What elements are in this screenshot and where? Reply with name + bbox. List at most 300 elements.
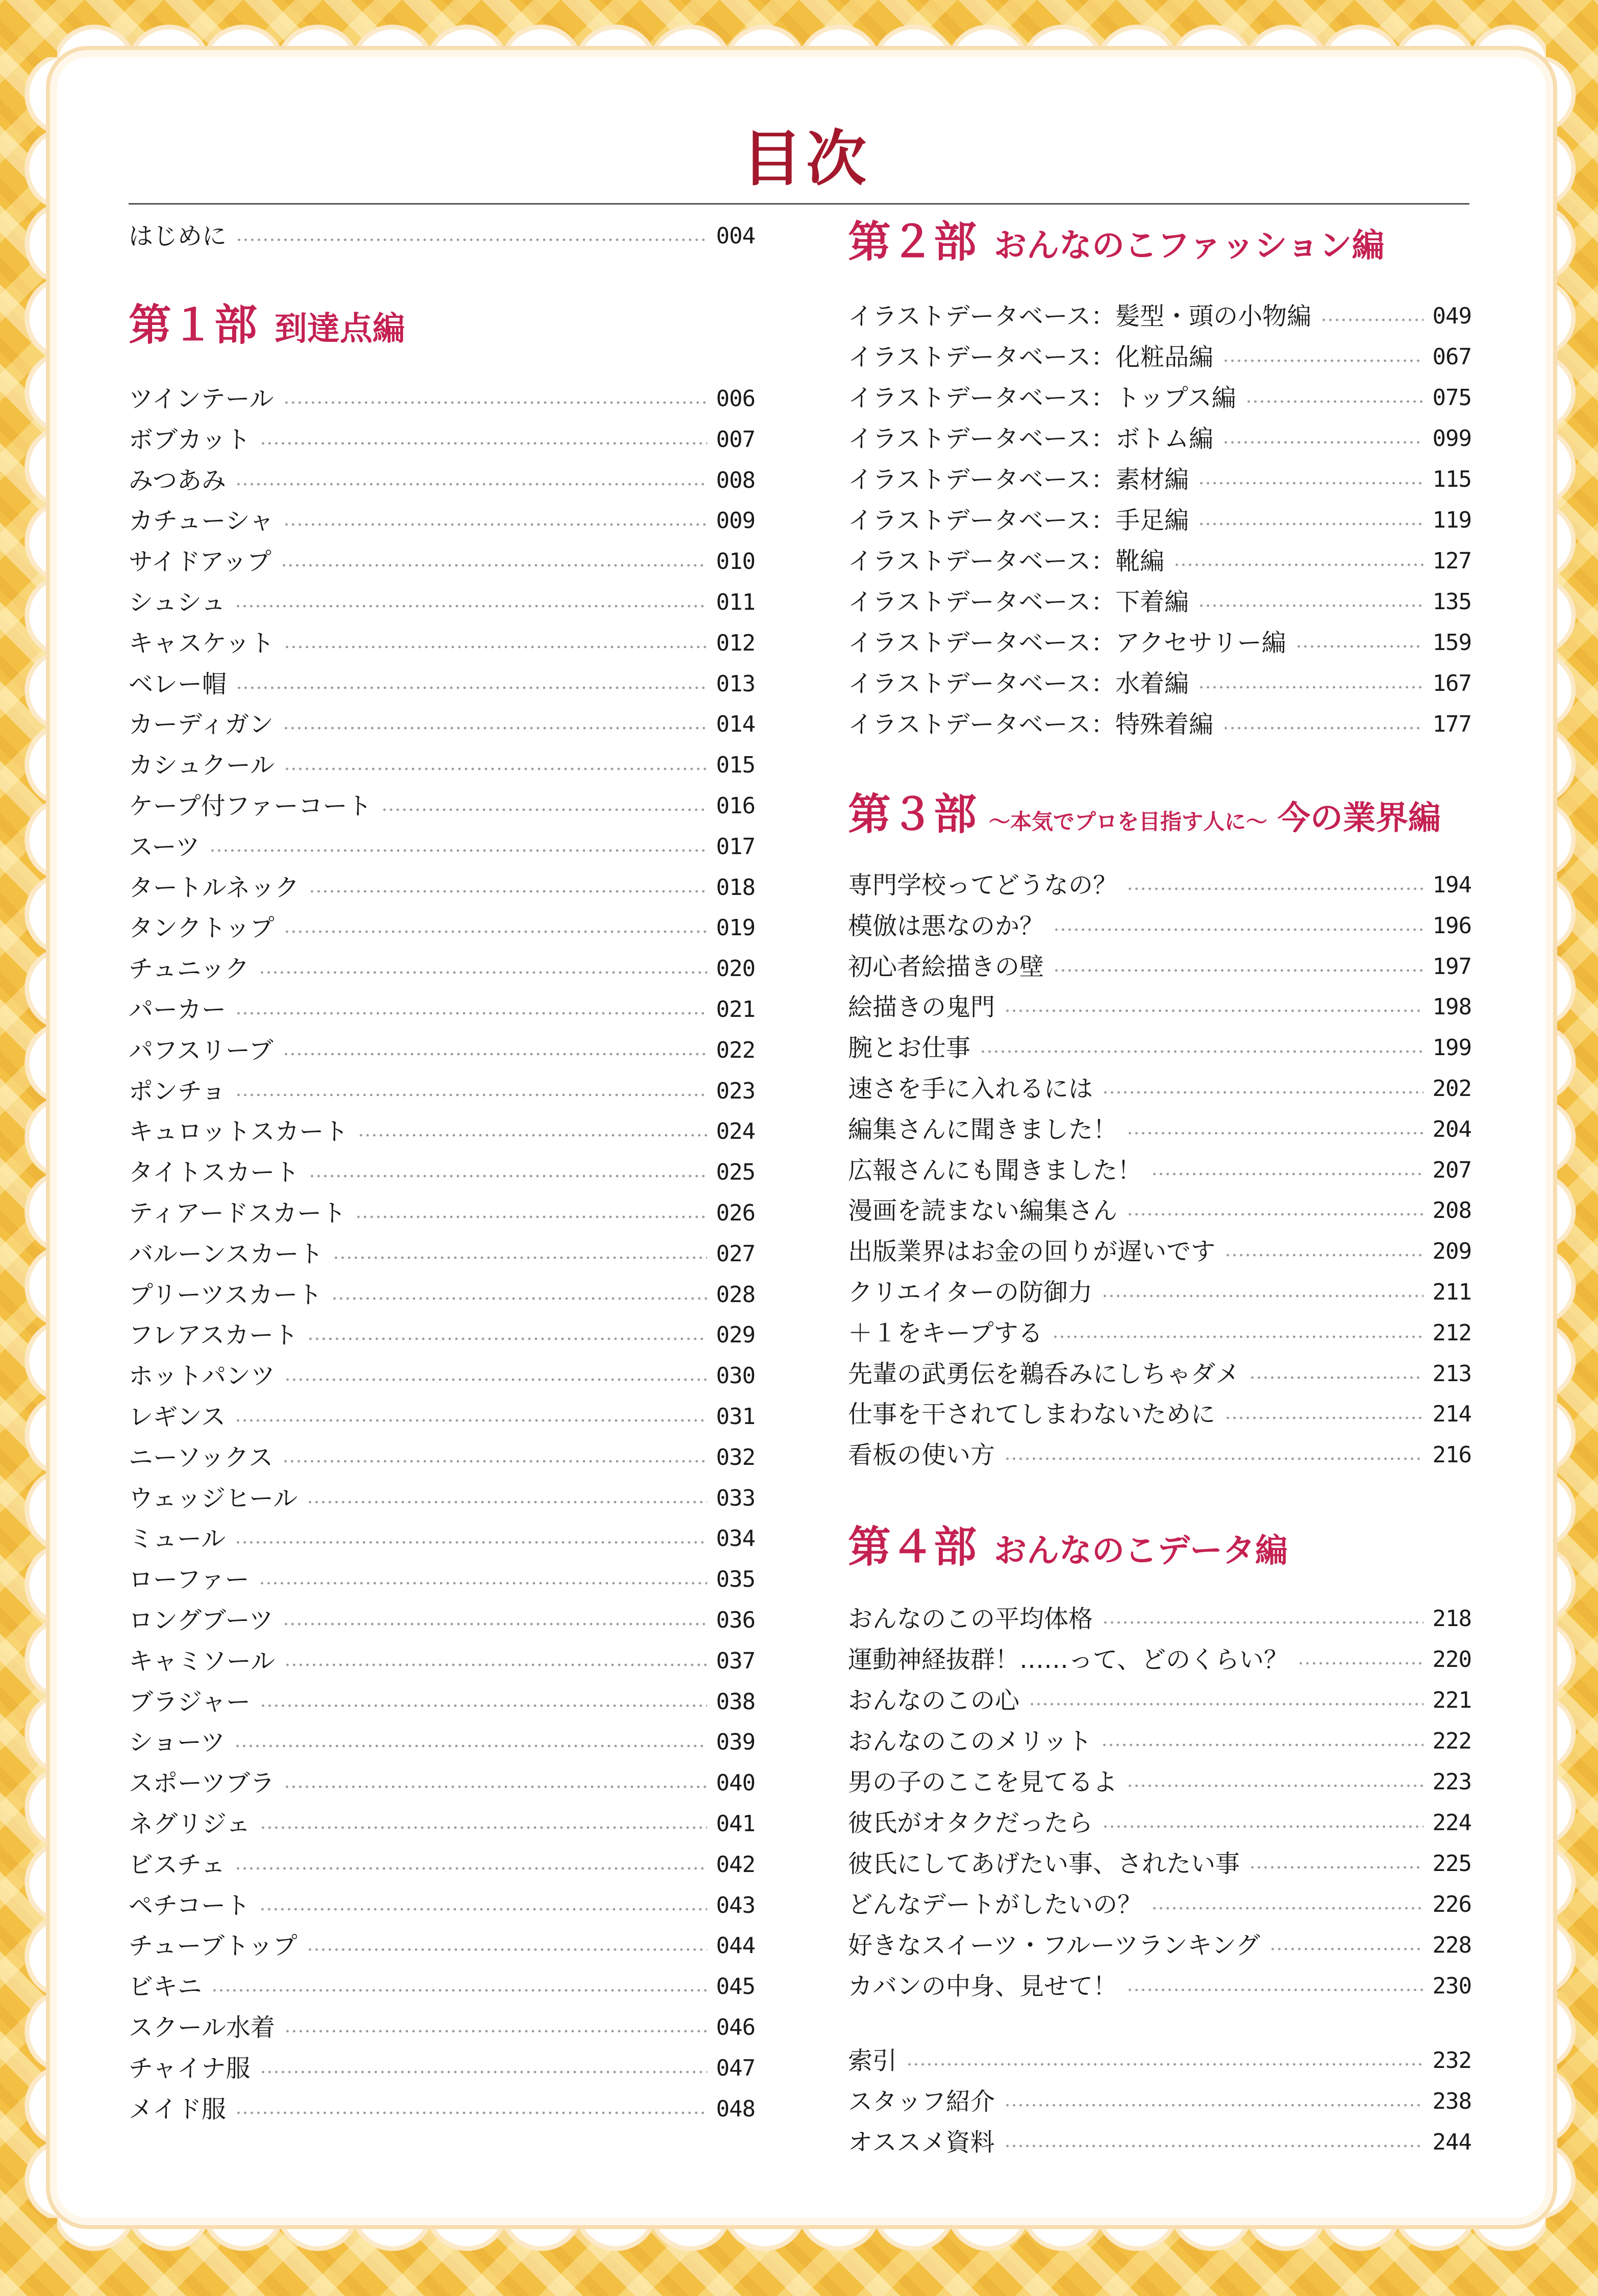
toc-entry[interactable] <box>848 663 1471 704</box>
toc-entry-page: 177 <box>1432 711 1471 737</box>
toc-entry[interactable] <box>129 989 755 1030</box>
toc-entry-page: 220 <box>1432 1646 1471 1673</box>
toc-entry-page: 027 <box>716 1240 755 1267</box>
toc-entry-page: 019 <box>716 915 755 941</box>
toc-entry-label: どんなデートがしたいの？ <box>848 1890 1142 1919</box>
dot-leader <box>259 1581 707 1585</box>
dot-leader <box>381 808 707 812</box>
toc-entry[interactable] <box>848 459 1471 500</box>
toc-entry[interactable] <box>129 1193 755 1234</box>
toc-entry-label: 漫画を読まない編集さん <box>848 1196 1118 1226</box>
toc-entry[interactable] <box>848 2081 1471 2122</box>
dot-leader <box>1102 1825 1424 1829</box>
toc-entry-page: 029 <box>716 1322 755 1349</box>
toc-entry-page: 218 <box>1432 1606 1471 1632</box>
toc-entry-label: イラストデータベース：髪型・頭の小物編 <box>848 302 1312 331</box>
toc-entry-label: スタッフ紹介 <box>848 2087 995 2116</box>
toc-entry-label: チュニック <box>129 955 249 984</box>
toc-entry-label: スーツ <box>129 832 200 861</box>
dot-leader <box>1052 1335 1424 1339</box>
toc-entry[interactable] <box>129 949 755 989</box>
toc-entry-label: ホットパンツ <box>129 1362 276 1391</box>
toc-entry-page: 135 <box>1432 589 1471 615</box>
toc-entry-label: 先輩の武勇伝を鵜呑みにしちゃダメ <box>848 1359 1240 1388</box>
toc-entry-label: イラストデータベース：化粧品編 <box>848 343 1214 371</box>
toc-entry-page: 035 <box>716 1566 755 1593</box>
dot-leader <box>235 1011 707 1015</box>
toc-entry[interactable] <box>848 2122 1471 2163</box>
dot-leader <box>235 1093 707 1097</box>
toc-entry-label: イラストデータベース：素材編 <box>848 465 1189 494</box>
toc-entry[interactable] <box>129 1356 755 1396</box>
toc-entry-page: 007 <box>716 426 755 453</box>
toc-entry-label: 仕事を干されてしまわないために <box>848 1400 1216 1429</box>
dot-leader <box>260 1826 707 1830</box>
toc-entry-page: 225 <box>1432 1851 1471 1877</box>
part-subtitle: ～本気でプロを目指す人に～ <box>989 809 1268 834</box>
toc-entry-label: チューブトップ <box>129 1932 297 1961</box>
toc-entry-label: スクール水着 <box>129 2013 276 2042</box>
toc-entry-label: パーカー <box>129 995 227 1024</box>
toc-entry-label: イラストデータベース：トップス編 <box>848 384 1236 412</box>
toc-entry[interactable] <box>848 906 1471 946</box>
toc-entry[interactable] <box>848 1272 1471 1313</box>
toc-entry[interactable] <box>129 1641 755 1682</box>
toc-entry-page: 041 <box>716 1811 755 1837</box>
toc-entry[interactable] <box>129 1559 755 1600</box>
toc-entry[interactable] <box>848 1313 1471 1354</box>
toc-entry[interactable] <box>129 460 755 501</box>
toc-entry-label: 好きなスイーツ・フルーツランキング <box>848 1931 1260 1960</box>
toc-entry-label: ケープ付ファーコート <box>129 792 372 820</box>
toc-entry[interactable] <box>129 582 755 623</box>
dot-leader <box>1004 1457 1424 1461</box>
dot-leader <box>309 1174 707 1178</box>
dot-leader <box>1222 726 1423 730</box>
toc-entry-page: 194 <box>1432 872 1471 898</box>
toc-entry-label: サイドアップ <box>129 547 271 577</box>
toc-entry-page: 044 <box>716 1933 755 1959</box>
toc-entry-label: イラストデータベース：下着編 <box>848 588 1189 616</box>
toc-entry-label: 腕とお仕事 <box>848 1034 971 1063</box>
toc-entry-page: 216 <box>1432 1442 1471 1468</box>
dot-leader <box>331 1296 707 1301</box>
toc-entry[interactable] <box>848 2040 1471 2081</box>
toc-entry-page: 115 <box>1432 466 1471 492</box>
part-number: 第３部 <box>848 789 977 839</box>
toc-entry[interactable] <box>848 1925 1471 1966</box>
toc-entry-label: 絵描きの鬼門 <box>848 993 995 1022</box>
toc-entry-page: 049 <box>1432 303 1471 329</box>
toc-entry[interactable] <box>129 2048 755 2089</box>
toc-entry-label: 初心者絵描きの壁 <box>848 952 1044 981</box>
dot-leader <box>1198 522 1423 526</box>
toc-entry-label: レギンス <box>129 1403 226 1431</box>
toc-entry[interactable] <box>129 1315 755 1356</box>
toc-entry-page: 211 <box>1432 1279 1471 1305</box>
part4-heading <box>848 1521 1288 1572</box>
toc-entry[interactable] <box>848 1680 1471 1721</box>
part-title: 到達点編 <box>274 310 406 348</box>
toc-entry-page: 009 <box>716 508 755 534</box>
toc-entry[interactable] <box>129 1600 755 1641</box>
toc-entry-label: ポンチョ <box>129 1077 226 1106</box>
toc-entry-page: 230 <box>1432 1973 1471 1999</box>
toc-entry[interactable] <box>848 865 1471 906</box>
toc-entry-label: ツインテール <box>129 385 274 413</box>
dot-leader <box>1004 1009 1424 1013</box>
toc-entry[interactable] <box>848 1231 1471 1272</box>
dot-leader <box>234 1744 707 1748</box>
part3-heading <box>848 789 1441 839</box>
dot-leader <box>1151 1906 1424 1910</box>
toc-entry-page: 025 <box>716 1159 755 1186</box>
dot-leader <box>1102 1620 1424 1625</box>
toc-entry[interactable] <box>129 419 755 460</box>
page-title: 目次 <box>741 123 870 194</box>
toc-entry-label: スポーツブラ <box>129 1769 275 1798</box>
dot-leader <box>283 522 707 527</box>
toc-entry-label: ＋１をキープする <box>848 1318 1043 1347</box>
toc-entry-page: 033 <box>716 1485 755 1511</box>
dot-leader <box>284 1785 707 1789</box>
dot-leader <box>358 1133 707 1137</box>
dot-leader <box>284 645 707 649</box>
dot-leader <box>1245 400 1424 404</box>
toc-entry[interactable] <box>129 704 755 745</box>
toc-entry-label: 運動神経抜群！……って、どのくらい？ <box>848 1645 1289 1674</box>
toc-entry-label: イラストデータベース：アクセサリー編 <box>848 629 1286 657</box>
toc-entry-label: フレアスカート <box>129 1321 298 1350</box>
toc-entry[interactable] <box>848 1599 1471 1639</box>
toc-entry[interactable] <box>129 541 755 582</box>
dot-leader <box>260 441 707 445</box>
toc-entry[interactable] <box>848 1843 1471 1884</box>
dot-leader <box>1004 2144 1424 2148</box>
dot-leader <box>980 1050 1424 1054</box>
part-number: 第４部 <box>848 1521 977 1572</box>
dot-leader <box>284 1378 707 1382</box>
dot-leader <box>1102 1090 1424 1094</box>
part-title: 今の業界編 <box>1278 799 1441 837</box>
toc-entry-label: ウェッジヒール <box>129 1484 298 1513</box>
dot-leader <box>235 2111 707 2115</box>
toc-entry[interactable] <box>848 1721 1471 1762</box>
toc-entry[interactable] <box>848 1966 1471 2007</box>
toc-entry[interactable] <box>848 1028 1471 1068</box>
dot-leader <box>1053 928 1424 932</box>
toc-entry-page: 221 <box>1432 1687 1471 1713</box>
toc-entry[interactable] <box>129 1804 755 1844</box>
toc-entry[interactable] <box>129 1926 755 1966</box>
toc-entry-page: 042 <box>716 1851 755 1878</box>
dot-leader <box>1151 1172 1424 1176</box>
toc-entry[interactable] <box>129 2007 755 2048</box>
toc-entry-page: 031 <box>716 1404 755 1430</box>
toc-entry-page: 040 <box>716 1770 755 1796</box>
toc-entry[interactable] <box>129 501 755 541</box>
dot-leader <box>307 1337 707 1341</box>
toc-entry-label: 出版業界はお金の回りが遅いです <box>848 1237 1216 1266</box>
toc-entry[interactable] <box>129 1152 755 1193</box>
toc-entry-page: 039 <box>716 1729 755 1756</box>
toc-entry-page: 223 <box>1432 1769 1471 1795</box>
toc-entry-intro[interactable] <box>129 216 755 257</box>
toc-entry-label: ボブカット <box>129 425 251 454</box>
dot-leader <box>1029 1702 1424 1706</box>
toc-entry[interactable] <box>848 1109 1471 1150</box>
toc-entry-page: 017 <box>716 833 755 860</box>
dot-leader <box>1225 1253 1424 1257</box>
toc-entry-label: チャイナ服 <box>129 2054 251 2083</box>
toc-entry-label: はじめに <box>129 222 227 251</box>
toc-entry[interactable] <box>848 987 1471 1028</box>
toc-entry[interactable] <box>129 827 755 867</box>
dot-leader <box>1222 359 1423 363</box>
toc-entry-page: 048 <box>716 2095 755 2122</box>
toc-entry-page: 224 <box>1432 1810 1471 1836</box>
dot-leader <box>309 889 707 893</box>
toc-entry-label: 広報さんにも聞きました！ <box>848 1156 1142 1185</box>
toc-entry-label: カチューシャ <box>129 507 274 536</box>
toc-entry-page: 199 <box>1432 1035 1471 1061</box>
toc-entry[interactable] <box>848 1639 1471 1680</box>
toc-entry-label: タイトスカート <box>129 1158 299 1187</box>
toc-entry-page: 043 <box>716 1892 755 1918</box>
dot-leader <box>283 1622 707 1626</box>
toc-entry-label: 看板の使い方 <box>848 1441 995 1470</box>
toc-entry[interactable] <box>129 1071 755 1112</box>
toc-entry-label: ビスチェ <box>129 1850 226 1879</box>
dot-leader <box>235 604 707 608</box>
toc-entry-page: 232 <box>1432 2048 1471 2074</box>
toc-entry[interactable] <box>129 745 755 786</box>
dot-leader <box>1101 1743 1423 1747</box>
toc-entry[interactable] <box>848 500 1471 541</box>
toc-entry-page: 212 <box>1432 1319 1471 1346</box>
toc-entry[interactable] <box>848 378 1471 418</box>
toc-entry-label: ネグリジェ <box>129 1810 251 1838</box>
toc-entry[interactable] <box>848 1435 1471 1476</box>
toc-entry[interactable] <box>129 1722 755 1763</box>
toc-entry-page: 016 <box>716 793 755 819</box>
toc-entry-page: 023 <box>716 1078 755 1104</box>
toc-entry[interactable] <box>848 418 1471 459</box>
dot-leader <box>1173 563 1423 567</box>
toc-entry[interactable] <box>129 2089 755 2130</box>
toc-entry[interactable] <box>129 379 755 419</box>
dot-leader <box>1198 604 1423 608</box>
toc-entry-label: キャスケット <box>129 629 274 658</box>
dot-leader <box>1198 481 1423 485</box>
toc-entry[interactable] <box>848 541 1471 582</box>
toc-entry[interactable] <box>129 1396 755 1437</box>
toc-entry-label: ショーツ <box>129 1728 226 1757</box>
toc-entry-label: タンクトップ <box>129 914 274 943</box>
toc-entry-label: 専門学校ってどうなの？ <box>848 871 1118 900</box>
toc-entry-page: 030 <box>716 1363 755 1389</box>
toc-entry-label: 彼氏がオタクだったら <box>848 1809 1093 1837</box>
toc-entry[interactable] <box>848 1884 1471 1925</box>
dot-leader <box>283 726 707 730</box>
toc-entry-label: おんなのこの平均体格 <box>848 1605 1093 1633</box>
toc-entry-page: 018 <box>716 874 755 901</box>
toc-entry-label: クリエイターの防御力 <box>848 1278 1093 1307</box>
dot-leader <box>1127 1988 1424 1992</box>
toc-entry-label: カシュクール <box>129 751 275 780</box>
toc-entry[interactable] <box>848 337 1471 378</box>
dot-leader <box>1198 685 1423 689</box>
toc-entry-page: 214 <box>1432 1401 1471 1428</box>
toc-entry[interactable] <box>848 704 1471 745</box>
toc-entry-page: 127 <box>1432 548 1471 574</box>
toc-entry-page: 226 <box>1432 1891 1471 1917</box>
toc-entry[interactable] <box>129 623 755 664</box>
part-title: おんなのこデータ編 <box>994 1532 1288 1570</box>
toc-entry-label: プリーツスカート <box>129 1280 322 1309</box>
toc-entry-label: おんなのこの心 <box>848 1686 1020 1715</box>
toc-entry-label: 模倣は悪なのか？ <box>848 911 1044 940</box>
toc-entry-label: タートルネック <box>129 873 299 902</box>
toc-entry[interactable] <box>848 622 1471 663</box>
toc-entry[interactable] <box>848 946 1471 987</box>
toc-entry[interactable] <box>129 1763 755 1804</box>
dot-leader <box>1127 887 1424 891</box>
dot-leader <box>283 401 707 405</box>
toc-entry-page: 008 <box>716 467 755 493</box>
toc-entry[interactable] <box>129 908 755 949</box>
toc-entry-label: ミュール <box>129 1525 226 1554</box>
toc-entry[interactable] <box>848 1803 1471 1843</box>
dot-leader <box>236 686 707 690</box>
part2-heading <box>848 216 1385 267</box>
part1-heading <box>129 300 406 350</box>
toc-entry-page: 010 <box>716 548 755 575</box>
dot-leader <box>235 1866 707 1870</box>
toc-entry-page: 204 <box>1432 1116 1471 1142</box>
toc-entry-page: 046 <box>716 2014 755 2040</box>
dot-leader <box>1004 2103 1424 2107</box>
toc-entry[interactable] <box>129 1437 755 1478</box>
dot-leader <box>284 930 707 934</box>
toc-entry-label: 男の子のここを見てるよ <box>848 1768 1118 1796</box>
dot-leader <box>307 1948 707 1952</box>
toc-entry-page: 075 <box>1432 385 1471 411</box>
toc-entry[interactable] <box>848 296 1471 337</box>
toc-entry-label: メイド服 <box>129 2094 227 2124</box>
toc-entry[interactable] <box>848 1150 1471 1191</box>
toc-entry-label: おんなのこのメリット <box>848 1727 1092 1756</box>
toc-entry-page: 020 <box>716 956 755 982</box>
toc-entry-label: イラストデータベース：ボトム編 <box>848 425 1214 453</box>
dot-leader <box>1297 1661 1423 1665</box>
dot-leader <box>282 1459 707 1463</box>
toc-entry-page: 032 <box>716 1444 755 1470</box>
toc-entry-label: シュシュ <box>129 588 226 617</box>
toc-entry-label: ベレー帽 <box>129 669 227 698</box>
toc-entry-label: キュロットスカート <box>129 1117 348 1146</box>
toc-entry[interactable] <box>129 1518 755 1559</box>
dot-leader <box>259 970 707 975</box>
toc-entry[interactable] <box>129 1966 755 2007</box>
toc-entry[interactable] <box>848 582 1471 622</box>
toc-entry-page: 207 <box>1432 1157 1471 1183</box>
toc-entry-page: 013 <box>716 670 755 697</box>
toc-entry-page: 238 <box>1432 2088 1471 2114</box>
dot-leader <box>235 1418 707 1422</box>
toc-entry[interactable] <box>848 1762 1471 1803</box>
part-number: 第１部 <box>129 300 258 350</box>
toc-entry[interactable] <box>848 1394 1471 1435</box>
dot-leader <box>235 482 707 486</box>
toc-entry-label: 索引 <box>848 2047 897 2075</box>
toc-entry[interactable] <box>129 664 755 705</box>
dot-leader <box>235 1540 707 1544</box>
toc-entry-page: 026 <box>716 1200 755 1226</box>
dot-leader <box>284 767 707 771</box>
toc-entry[interactable] <box>129 1275 755 1315</box>
dot-leader <box>260 2070 707 2074</box>
dot-leader <box>1249 1865 1424 1869</box>
toc-entry-page: 006 <box>716 386 755 412</box>
toc-entry[interactable] <box>129 786 755 827</box>
toc-entry-page: 028 <box>716 1281 755 1308</box>
toc-entry-label: ティアードスカート <box>129 1199 346 1228</box>
part-number: 第２部 <box>848 216 977 267</box>
toc-entry-label: みつあみ <box>129 466 227 495</box>
toc-entry[interactable] <box>848 1068 1471 1109</box>
toc-entry-page: 045 <box>716 1974 755 2000</box>
toc-entry[interactable] <box>129 1682 755 1723</box>
toc-entry-page: 197 <box>1432 953 1471 980</box>
toc-entry[interactable] <box>129 1234 755 1275</box>
dot-leader <box>1127 1784 1424 1788</box>
toc-entry-page: 015 <box>716 752 755 779</box>
toc-entry-page: 004 <box>716 223 755 249</box>
dot-leader <box>1249 1376 1424 1380</box>
dot-leader <box>211 1988 707 1992</box>
toc-entry-page: 202 <box>1432 1076 1471 1102</box>
dot-leader <box>283 1052 707 1056</box>
dot-leader <box>333 1256 707 1260</box>
toc-entry[interactable] <box>129 1885 755 1926</box>
dot-leader <box>284 2029 707 2033</box>
toc-entry[interactable] <box>129 1478 755 1519</box>
toc-entry-label: イラストデータベース：手足編 <box>848 506 1189 535</box>
toc-entry-label: ロングブーツ <box>129 1606 273 1635</box>
toc-entry-page: 037 <box>716 1648 755 1674</box>
toc-entry-label: カバンの中身、見せて！ <box>848 1972 1118 2001</box>
dot-leader <box>1127 1131 1424 1135</box>
toc-entry-label: イラストデータベース：靴編 <box>848 547 1165 576</box>
dot-leader <box>1222 440 1423 444</box>
toc-entry[interactable] <box>848 1354 1471 1394</box>
toc-entry-page: 024 <box>716 1118 755 1145</box>
toc-entry-page: 012 <box>716 630 755 656</box>
toc-entry[interactable] <box>129 1111 755 1152</box>
toc-entry-page: 047 <box>716 2055 755 2081</box>
toc-entry[interactable] <box>129 1844 755 1885</box>
toc-entry-page: 222 <box>1432 1728 1471 1754</box>
toc-entry-page: 159 <box>1432 630 1471 656</box>
toc-entry-page: 022 <box>716 1037 755 1063</box>
toc-entry-page: 011 <box>716 589 755 615</box>
toc-entry[interactable] <box>129 1030 755 1071</box>
toc-entry-page: 119 <box>1432 507 1471 533</box>
toc-entry[interactable] <box>848 1190 1471 1231</box>
toc-entry-label: オススメ資料 <box>848 2128 995 2157</box>
toc-entry[interactable] <box>129 867 755 908</box>
